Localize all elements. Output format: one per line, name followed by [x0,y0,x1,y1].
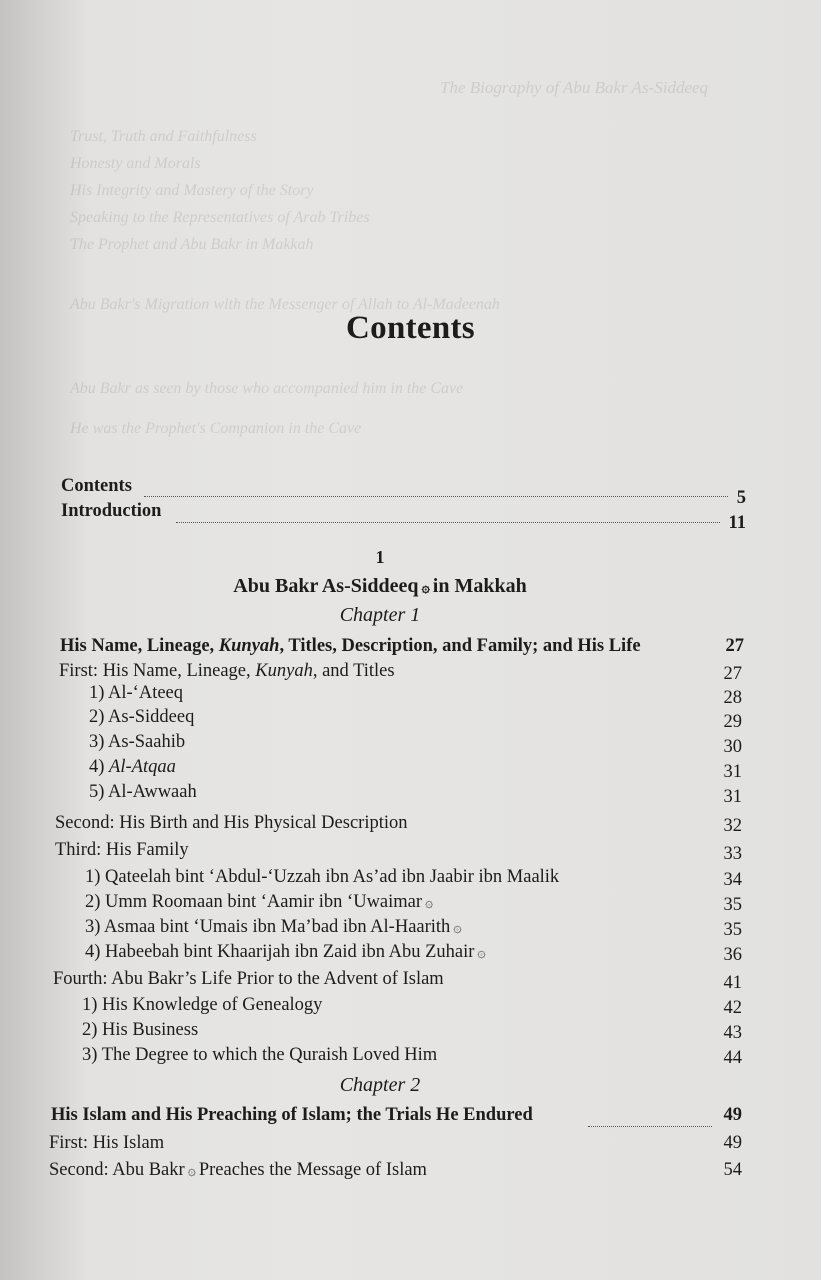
honorific-symbol: ۞ [421,581,430,596]
toc-page-number: 41 [723,973,742,993]
honorific-symbol: ۞ [187,1164,196,1179]
toc-entry-label: 2) His Business [82,1020,199,1040]
honorific-symbol: ۞ [453,921,462,936]
toc-entry [82,995,742,1019]
leader-dots [144,495,728,497]
honorific-symbol: ۞ [477,946,486,961]
toc-entry-label: Second: Abu Bakr ۞ Preaches the Message of Islam [49,1160,427,1180]
toc-page-number: 32 [723,816,742,836]
leader-dots [588,1125,712,1127]
toc-page-number: 42 [723,998,742,1018]
chapter-label: Chapter 2 [339,1074,421,1096]
toc-entry-label: Third: His Family [55,840,189,860]
toc-page-number: 5 [736,488,746,508]
part-title-suffix: in Makkah [432,575,527,597]
leader-dots [176,521,720,523]
toc-entry [61,476,746,508]
toc-entry-label: Second: His Birth and His Physical Description [55,813,408,833]
part-number: 1 [375,547,385,567]
chapter-label: Chapter 1 [339,604,421,626]
toc-entry [85,942,742,966]
toc-entry [49,1160,742,1184]
toc-page-number: 35 [723,920,742,940]
toc-page-number: 27 [723,664,742,684]
toc-page-number: 29 [723,712,742,732]
toc-entry-label: 3) The Degree to which the Quraish Loved Him [82,1045,438,1065]
toc-entry [55,840,744,864]
toc-entry-label: 3) Asmaa bint ‘Umais ibn Ma’bad ibn Al-Haarith ۞ [85,917,462,937]
toc-page-number: 35 [723,895,742,915]
toc-entry-label: Fourth: Abu Bakr’s Life Prior to the Advent of Islam [53,969,444,989]
part-title [0,575,760,598]
honorific-symbol: ۞ [425,896,434,911]
toc-entry [85,917,742,941]
toc-page-number: 33 [723,844,742,864]
chapter-title [60,636,746,660]
toc-page-number: 31 [723,762,742,782]
toc-page-number: 30 [723,737,742,757]
toc-entry [61,501,746,533]
toc-entry [59,661,744,685]
toc-entry [89,707,744,731]
part-title-text: Abu Bakr As-Siddeeq [233,575,419,597]
toc-entry-label: 1) Qateelah bint ‘Abdul-‘Uzzah ibn As’ad ibn Jaabir ibn Maalik [85,867,560,887]
toc-entry [53,969,742,993]
toc-page-number: 44 [723,1048,742,1068]
toc-entry-label: 4) Habeebah bint Khaarijah ibn Zaid ibn Abu Zuhair ۞ [85,942,486,962]
toc-page-number: 36 [723,945,742,965]
toc-page-number: 27 [725,636,744,656]
chapter-title [51,1105,742,1129]
toc-page-number: 49 [723,1105,742,1125]
toc-entry-label: Introduction [61,501,162,521]
toc-entry [85,892,742,916]
toc-page-number: 31 [723,787,742,807]
toc-entry-label: 5) Al-Awwaah [89,782,197,802]
toc-entry [89,732,744,756]
toc-entry-label: His Islam and His Preaching of Islam; the Trials He Endured [51,1105,533,1125]
toc-entry-label: Contents [61,476,132,496]
toc-entry [89,683,744,707]
toc-entry-label: 1) Al-‘Ateeq [89,683,184,703]
toc-entry-label: 2) Umm Roomaan bint ‘Aamir ibn ‘Uwaimar ۞ [85,892,434,912]
page-title: Contents [346,310,475,346]
toc-entry [82,1020,742,1044]
toc-entry [85,867,742,891]
toc-entry [55,813,744,837]
book-page: The Biography of Abu Bakr As-Siddeeq Trust, Truth and Faithfulness Honesty and Morals His Integrity and Mastery of the Story Speaking to the Representatives of Arab Tribes The Prophet and Abu Bakr in Makkah Abu Bakr's Migration with the Messenger of Allah to Al-Madeenah Abu Bakr as seen by those who accompanied him in the Cave He was the Prophet's Companion in the Cave Contents Contents 5 Introduction 11 1 Abu Bakr As-Siddeeq ۞ in Makkah Chapter 1 His Name, Lineage, Kunyah, Titles, Description, and Family; and His Life 27 First: His Name, Lineage, Kunyah, and Titles 27 1) Al-‘Ateeq 28 2) As-Siddeeq 29 3) As-Saahib 30 4) Al-Atqaa 31 5) Al-Awwaah 31 Second: His Birth and His Physical Description 32 Third: His Family 33 1) Qateelah bint ‘Abdul-‘Uzzah ibn As’ad ibn Jaabir ibn Maalik 34 2) Umm Roomaan bint ‘Aamir ibn ‘Uwaimar ۞ 35 3) Asmaa bint ‘Umais ibn Ma’bad ibn Al-Haarith ۞ 35 4) Habeebah bint Khaarijah ibn Zaid ibn Abu Zuhair ۞ 36 Fourth: Abu Bakr’s Life Prior to the Advent of Islam 41 1) His Knowledge of Genealogy 42 2) His Business 43 3) The Degree to which the Quraish Loved Him 44 Chapter 2 His Islam and His Preaching of Islam; the Trials He Endured 49 First: His Islam 49 Second: Abu Bakr ۞ Preaches the Message of Islam 54 [0,0,821,1280]
toc-entry [89,757,744,781]
toc-page-number: 11 [728,513,746,533]
toc-entry-label: 4) Al-Atqaa [89,757,176,777]
toc-entry-label: First: His Name, Lineage, Kunyah, and Titles [59,661,395,681]
toc-entry-label: 1) His Knowledge of Genealogy [82,995,323,1015]
toc-entry [82,1045,742,1069]
toc-entry [49,1133,742,1157]
toc-page-number: 43 [723,1023,742,1043]
toc-page-number: 34 [723,870,742,890]
toc-page-number: 28 [723,688,742,708]
toc-entry [89,782,744,806]
toc-entry-label: First: His Islam [49,1133,165,1153]
toc-page-number: 54 [723,1160,742,1180]
toc-entry-label: 3) As-Saahib [89,732,186,752]
toc-page-number: 49 [723,1133,742,1153]
toc-entry-label: His Name, Lineage, Kunyah, Titles, Description, and Family; and His Life [60,636,641,656]
toc-entry-label: 2) As-Siddeeq [89,707,195,727]
